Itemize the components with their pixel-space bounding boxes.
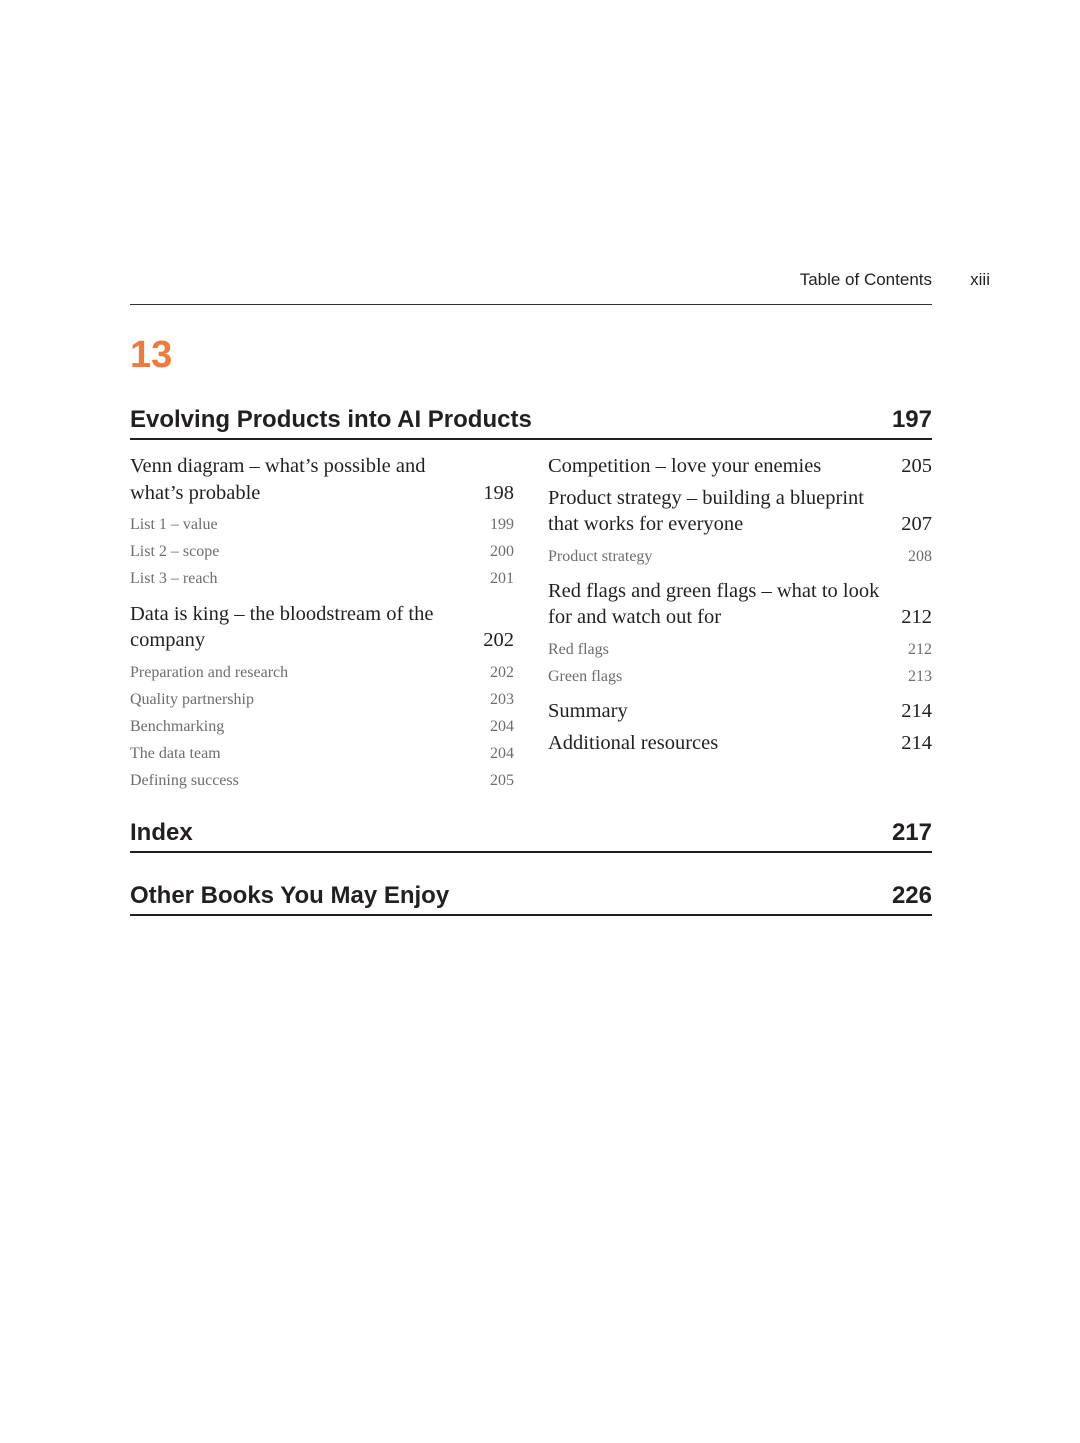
section-page: 205 <box>901 455 932 477</box>
subsection-title[interactable]: Quality partnership <box>130 690 254 708</box>
section-entry[interactable] <box>548 730 932 757</box>
back-matter-other-books-row[interactable] <box>130 882 932 910</box>
subsection-page: 202 <box>490 663 514 681</box>
index-page: 217 <box>891 819 932 846</box>
subsection-page: 213 <box>908 667 932 685</box>
other-books-title[interactable]: Other Books You May Enjoy <box>130 882 450 909</box>
section-block <box>548 485 932 570</box>
subsection-page: 208 <box>908 547 932 565</box>
section-page: 214 <box>901 731 932 754</box>
chapter-title-rule <box>130 438 932 440</box>
subsection-page: 212 <box>908 640 932 658</box>
toc-right-column <box>548 453 932 761</box>
section-entry[interactable] <box>548 698 932 725</box>
running-header-title: Table of Contents <box>799 270 932 289</box>
subsection-title[interactable]: Preparation and research <box>130 663 289 681</box>
section-entry[interactable] <box>130 601 514 654</box>
chapter-title-row[interactable] <box>130 406 932 434</box>
subsection-title[interactable]: The data team <box>130 745 221 763</box>
section-title[interactable]: Venn diagram – what’s possible and what’s probable <box>130 455 426 504</box>
chapter-number: 13 <box>130 334 173 376</box>
running-header-page-number: xiii <box>970 270 990 289</box>
header-divider <box>130 304 932 305</box>
subsection-page: 201 <box>490 570 514 588</box>
subsection-entry[interactable] <box>130 565 514 592</box>
section-block <box>548 578 932 690</box>
section-entry[interactable] <box>548 453 932 480</box>
subsection-title[interactable]: Product strategy <box>548 547 653 565</box>
subsection-entry[interactable] <box>548 636 932 663</box>
section-title[interactable]: Summary <box>548 700 628 723</box>
section-block <box>130 453 514 593</box>
subsection-title[interactable]: List 1 – value <box>130 516 218 533</box>
subsection-title[interactable]: Defining success <box>130 772 239 790</box>
section-block <box>130 601 514 795</box>
toc-left-column <box>130 453 514 795</box>
index-rule <box>130 851 932 853</box>
subsection-entry[interactable] <box>548 543 932 570</box>
section-page: 207 <box>901 513 932 535</box>
section-title[interactable]: Product strategy – building a blueprint that works for everyone <box>548 486 864 535</box>
section-title[interactable]: Additional resources <box>548 731 719 754</box>
subsection-entry[interactable] <box>548 663 932 690</box>
spacer <box>130 593 514 601</box>
subsection-entry[interactable] <box>130 538 514 565</box>
subsection-title[interactable]: Red flags <box>548 640 609 658</box>
back-matter-index-row[interactable] <box>130 819 932 847</box>
subsection-entry[interactable] <box>130 659 514 686</box>
spacer <box>548 690 932 698</box>
section-entry[interactable] <box>548 578 932 631</box>
section-title[interactable]: Competition – love your enemies <box>548 455 822 477</box>
subsection-page: 204 <box>490 718 514 736</box>
section-title[interactable]: Data is king – the bloodstream of the company <box>130 602 434 652</box>
subsection-page: 200 <box>490 543 514 561</box>
subsection-entry[interactable] <box>130 511 514 538</box>
section-entry[interactable] <box>130 453 514 506</box>
other-books-page: 226 <box>891 882 932 909</box>
subsection-page: 204 <box>490 745 514 763</box>
subsection-page: 199 <box>490 516 514 533</box>
subsection-page: 205 <box>490 772 514 790</box>
subsection-entry[interactable] <box>130 740 514 767</box>
section-page: 212 <box>901 606 932 629</box>
subsection-title[interactable]: Green flags <box>548 667 623 685</box>
subsection-page: 203 <box>490 690 514 708</box>
subsection-title[interactable]: Benchmarking <box>130 718 225 736</box>
section-page: 214 <box>901 700 932 723</box>
section-entry[interactable] <box>548 485 932 538</box>
chapter-page: 197 <box>891 406 932 433</box>
subsection-entry[interactable] <box>130 767 514 794</box>
section-page: 198 <box>483 481 514 504</box>
chapter-title[interactable]: Evolving Products into AI Products <box>130 406 532 433</box>
other-books-rule <box>130 914 932 916</box>
subsection-entry[interactable] <box>130 686 514 713</box>
subsection-entry[interactable] <box>130 713 514 740</box>
spacer <box>548 570 932 578</box>
index-title[interactable]: Index <box>130 819 193 846</box>
running-header <box>130 270 990 292</box>
subsection-title[interactable]: List 2 – scope <box>130 543 220 561</box>
section-title[interactable]: Red flags and green flags – what to look for and watch out for <box>548 579 880 629</box>
section-page: 202 <box>483 629 514 652</box>
subsection-title[interactable]: List 3 – reach <box>130 570 218 588</box>
